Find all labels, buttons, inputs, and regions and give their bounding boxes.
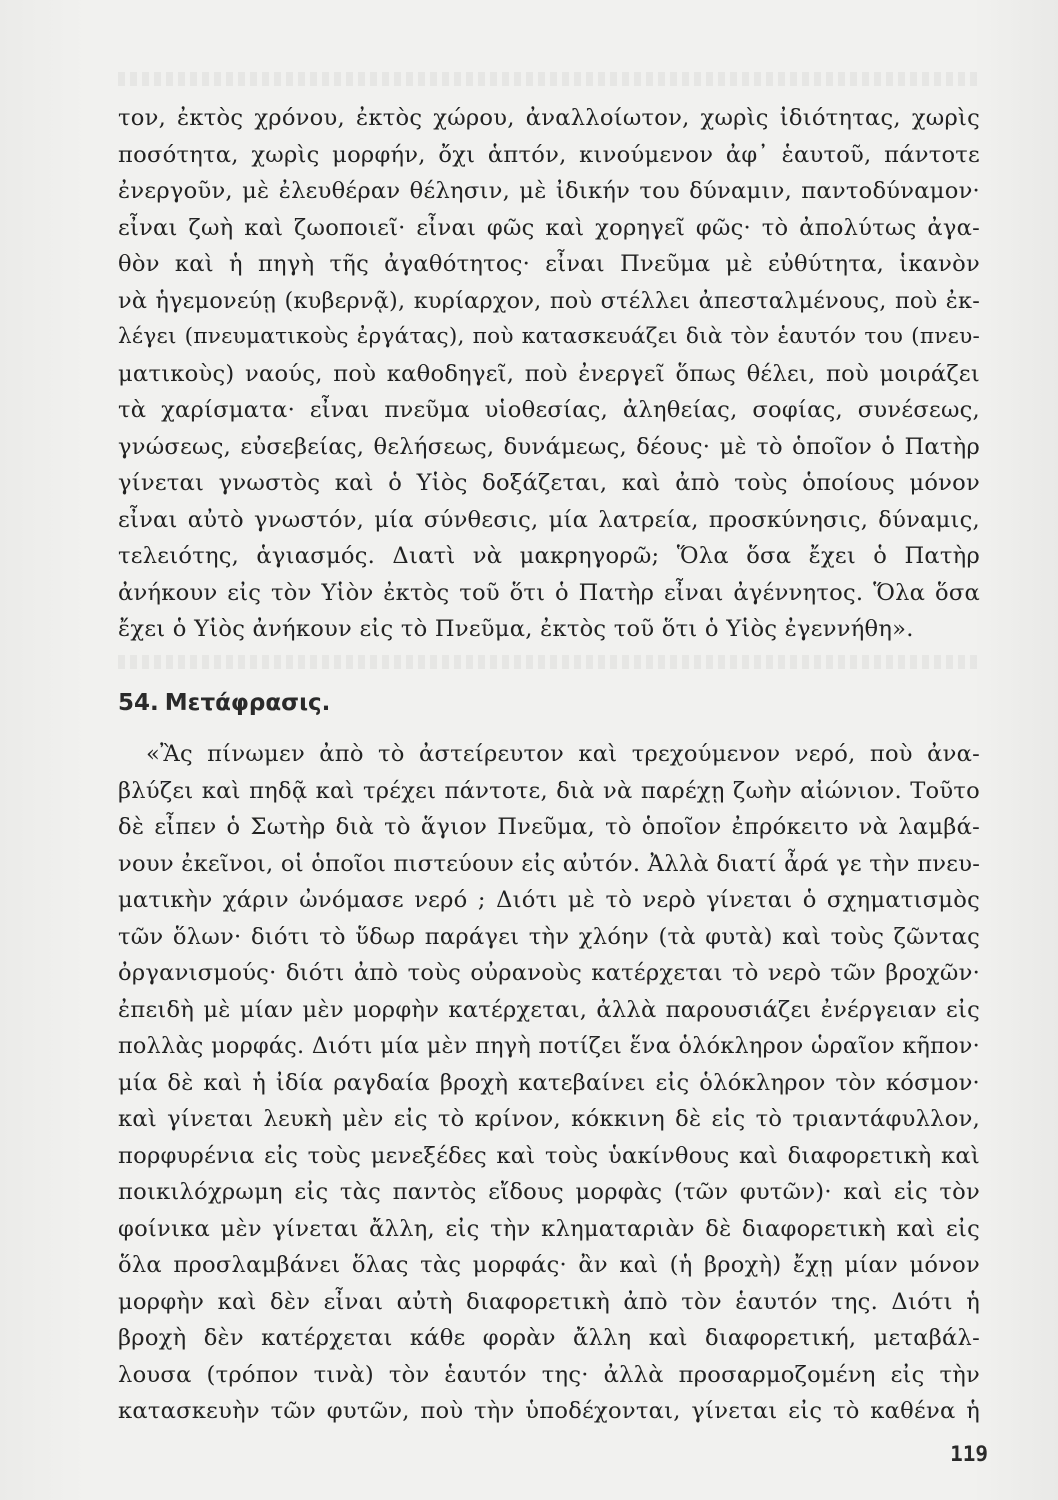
- text-line: κατασκευὴν τῶν φυτῶν, ποὺ τὴν ὑποδέχονται, γίνεται εἰς τὸ καθένα ἡ: [118, 1398, 980, 1424]
- page-number: 119: [950, 1442, 988, 1466]
- text-line: τον, ἐκτὸς χρόνου, ἐκτὸς χώρου, ἀναλλοίωτον, χωρὶς ἰδιότητας, χωρὶς: [118, 105, 980, 131]
- text-line: ὀργανισμούς· διότι ἀπὸ τοὺς οὐρανοὺς κατέρχεται τὸ νερὸ τῶν βροχῶν·: [118, 960, 980, 986]
- bleed-through-ghost-text: [118, 655, 978, 669]
- text-line: νὰ ἡγεμονεύῃ (κυβερνᾷ), κυρίαρχον, ποὺ στέλλει ἀπεσταλμένους, ποὺ ἐκ-: [118, 287, 980, 314]
- text-line: τῶν ὅλων· διότι τὸ ὕδωρ παράγει τὴν χλόην (τὰ φυτὰ) καὶ τοὺς ζῶντας: [118, 923, 980, 950]
- text-line: ματικοὺς) ναούς, ποὺ καθοδηγεῖ, ποὺ ἐνεργεῖ ὅπως θέλει, ποὺ μοιράζει: [118, 360, 980, 387]
- text-line: γνώσεως, εὐσεβείας, θελήσεως, δυνάμεως, δέους· μὲ τὸ ὁποῖον ὁ Πατὴρ: [118, 433, 980, 460]
- text-line: τὰ χαρίσματα· εἶναι πνεῦμα υἱοθεσίας, ἀληθείας, σοφίας, συνέσεως,: [118, 397, 980, 423]
- text-line: γίνεται γνωστὸς καὶ ὁ Υἱὸς δοξάζεται, καὶ ἀπὸ τοὺς ὁποίους μόνον: [118, 470, 980, 496]
- text-line: λουσα (τρόπον τινὰ) τὸν ἑαυτόν της· ἀλλὰ προσαρμοζομένη εἰς τὴν: [118, 1361, 980, 1388]
- text-line: νουν ἐκεῖνοι, οἱ ὁποῖοι πιστεύουν εἰς αὐτόν. Ἀλλὰ διατί ἆρά γε τὴν πνευ-: [118, 850, 981, 877]
- text-line: βλύζει καὶ πηδᾷ καὶ τρέχει πάντοτε, διὰ νὰ παρέχῃ ζωὴν αἰώνιον. Τοῦτο: [118, 777, 980, 804]
- text-line: μορφὴν καὶ δὲν εἶναι αὐτὴ διαφορετικὴ ἀπὸ τὸν ἑαυτόν της. Διότι ἡ: [118, 1288, 980, 1315]
- text-line: ἐπειδὴ μὲ μίαν μὲν μορφὴν κατέρχεται, ἀλλὰ παρουσιάζει ἐνέργειαν εἰς: [118, 996, 980, 1023]
- text-line: ποικιλόχρωμη εἰς τὰς παντὸς εἴδους μορφὰς (τῶν φυτῶν)· καὶ εἰς τὸν: [118, 1179, 980, 1205]
- text-line: μία δὲ καὶ ἡ ἰδία ραγδαία βροχὴ κατεβαίνει εἰς ὁλόκληρον τὸν κόσμον·: [118, 1069, 980, 1096]
- text-line: θὸν καὶ ἡ πηγὴ τῆς ἀγαθότητος· εἶναι Πνεῦμα μὲ εὐθύτητα, ἱκανὸν: [118, 251, 980, 277]
- text-line: φοίνικα μὲν γίνεται ἄλλη, εἰς τὴν κληματαριὰν δὲ διαφορετικὴ καὶ εἰς: [118, 1215, 980, 1242]
- paragraph-translation: [118, 736, 980, 1430]
- text-line: «Ἂς πίνωμεν ἀπὸ τὸ ἀστείρευτον καὶ τρεχούμενον νερό, ποὺ ἀνα-: [146, 741, 980, 767]
- text-line: ποσότητα, χωρὶς μορφήν, ὄχι ἁπτόν, κινούμενον ἀφ᾽ ἑαυτοῦ, πάντοτε: [118, 141, 980, 168]
- text-line: βροχὴ δὲν κατέρχεται κάθε φορὰν ἄλλη καὶ διαφορετική, μεταβάλ-: [118, 1325, 980, 1351]
- text-line: δὲ εἶπεν ὁ Σωτὴρ διὰ τὸ ἅγιον Πνεῦμα, τὸ ὁποῖον ἐπρόκειτο νὰ λαμβά-: [118, 814, 980, 840]
- text-line: λέγει (πνευματικοὺς ἐργάτας), ποὺ κατασκευάζει διὰ τὸν ἑαυτόν του (πνευ-: [118, 324, 980, 349]
- section-title: Μετάφρασις.: [164, 690, 331, 716]
- section-heading: [118, 683, 336, 723]
- text-line: τελειότης, ἁγιασμός. Διατὶ νὰ μακρηγορῶ; Ὅλα ὅσα ἔχει ὁ Πατὴρ: [118, 543, 980, 569]
- text-line: ματικὴν χάριν ὠνόμασε νερό ; Διότι μὲ τὸ νερὸ γίνεται ὁ σχηματισμὸς: [118, 887, 980, 913]
- text-line: εἶναι ζωὴ καὶ ζωοποιεῖ· εἶναι φῶς καὶ χορηγεῖ φῶς· τὸ ἀπολύτως ἀγα-: [118, 214, 980, 241]
- text-line: ἔχει ὁ Υἱὸς ἀνήκουν εἰς τὸ Πνεῦμα, ἐκτὸς τοῦ ὅτι ὁ Υἱὸς ἐγεννήθη».: [118, 616, 914, 642]
- text-line: πολλὰς μορφάς. Διότι μία μὲν πηγὴ ποτίζει ἕνα ὁλόκληρον ὡραῖον κῆπον·: [118, 1033, 980, 1059]
- paragraph-continuation: [118, 100, 980, 648]
- bleed-through-ghost-text: [118, 72, 978, 86]
- text-line: ἀνήκουν εἰς τὸν Υἱὸν ἐκτὸς τοῦ ὅτι ὁ Πατὴρ εἶναι ἀγέννητος. Ὅλα ὅσα: [118, 579, 980, 606]
- text-line: ὅλα προσλαμβάνει ὅλας τὰς μορφάς· ἂν καὶ (ἡ βροχὴ) ἔχῃ μίαν μόνον: [118, 1252, 980, 1278]
- section-number: 54.: [118, 690, 159, 716]
- text-line: πορφυρένια εἰς τοὺς μενεξέδες καὶ τοὺς ὑακίνθους καὶ διαφορετικὴ καὶ: [118, 1142, 980, 1169]
- text-line: καὶ γίνεται λευκὴ μὲν εἰς τὸ κρίνον, κόκκινη δὲ εἰς τὸ τριαντάφυλλον,: [118, 1106, 980, 1132]
- text-line: ἐνεργοῦν, μὲ ἐλευθέραν θέλησιν, μὲ ἰδικήν του δύναμιν, παντοδύναμον·: [118, 178, 980, 204]
- text-line: εἶναι αὐτὸ γνωστόν, μία σύνθεσις, μία λατρεία, προσκύνησις, δύναμις,: [118, 506, 980, 533]
